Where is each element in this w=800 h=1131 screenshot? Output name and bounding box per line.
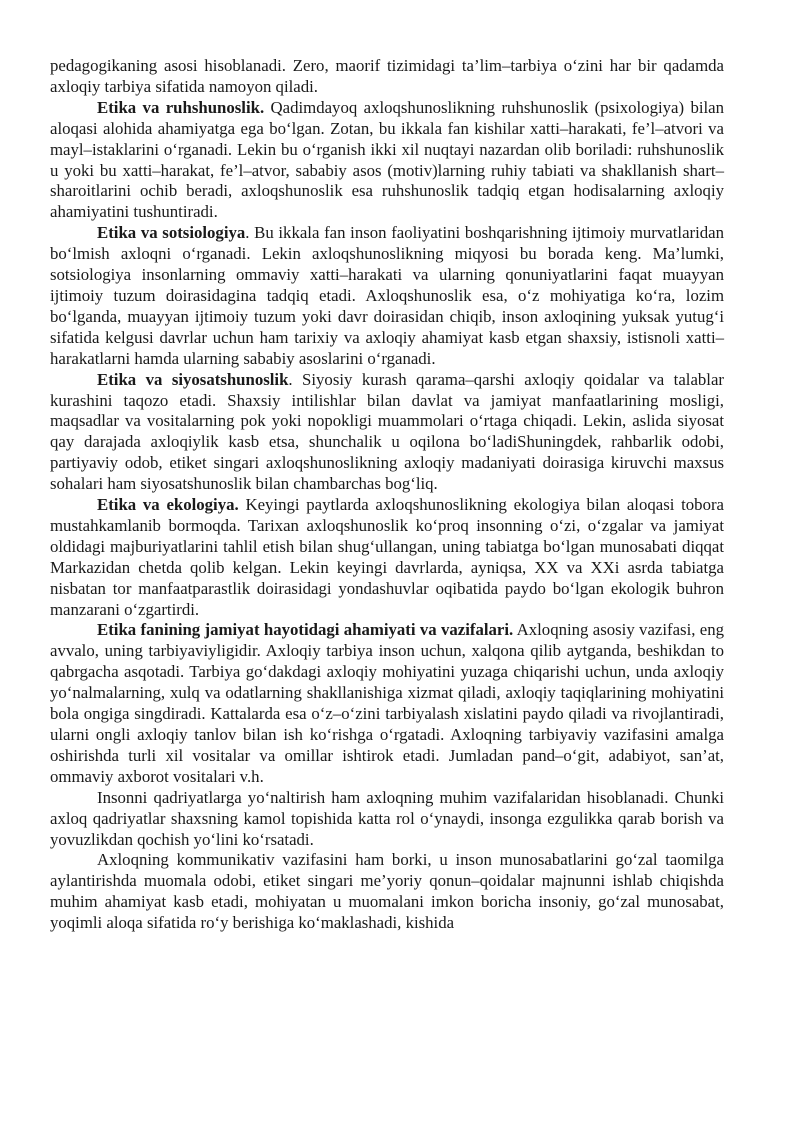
paragraph-text: . Siyosiy kurash qarama–qarshi axloqiy qoidalar va talablar kurashini taqozo etadi. Shaxsiy intilishlar bilan davlat va jamiyat manfaatlarining mosligi, maqsadlar va vositalarning pok yoki nopokligi muammolari o‘rtaga chiqadi. Lekin, aslida siyosat qay darajada axloqiylik kasb etsa, shunchalik u oqilona bo‘ladiShuningdek, rahbarlik odobi, partiyaviy odob, etiket singari axloqshunoslikning axloqiy madaniyati doirasiga kiruvchi maxsus sohalari ham siyosatshunoslik bilan chambarchas bog‘liq. [50, 369, 724, 494]
paragraph-ethics-role-in-society [50, 620, 724, 787]
paragraph-ethics-ecology [50, 495, 724, 620]
paragraph-text: Axloqning kommunikativ vazifasini ham borki, u inson munosabatlarini go‘zal taomilga aylantirishda muomala odobi, etiket singari me’yoriy qonun–qoidalar majnunni ishlab chiqishda muhim ahamiyat kasb etadi, mohiyatan u muomalani imkon boricha insoniy, go‘zal munosabat, yoqimli aloqa sifatida ro‘y berishiga ko‘maklashadi, kishida [50, 850, 724, 933]
paragraph-heading: Etika va sotsiologiya [97, 223, 246, 243]
paragraph-text: Axloqning asosiy vazifasi, eng avvalo, uning tarbiyaviyligidir. Axloqiy tarbiya inson uchun, xalqona qilib aytganda, beshikdan to qabrgacha asqotadi. Tarbiya go‘dakdagi axloqiy mohiyatini yuzaga chiqarishi uchun, unda axloqiy yo‘nalmalarning, xulq va odatlarning shakllanishiga xizmat qiladi, axloqiy taqiqlarining mohiyatini bola ongiga singdiradi. Kattalarda esa o‘z–o‘zini tarbiyalash xislatini paydo qiladi va rivojlantiradi, ularni ongli axloqiy tanlov bilan ish ko‘rishga o‘rgatadi. Axloqning tarbiyaviy vazifasini amalga oshirishda turli xil vositalar va omillar ishtirok etadi. Jumladan pand–o‘git, adabiyot, san’at, ommaviy axborot vositalari v.h. [50, 620, 724, 786]
paragraph-values-orientation [50, 788, 724, 851]
paragraph-continuation [50, 56, 724, 98]
paragraph-heading: Etika va ruhshunoslik. [97, 97, 265, 117]
paragraph-ethics-sociology [50, 223, 724, 369]
paragraph-heading: Etika fanining jamiyat hayotidagi ahamiyati va vazifalari. [97, 620, 514, 640]
paragraph-text: pedagogikaning asosi hisoblanadi. Zero, maorif tizimidagi ta’lim–tarbiya o‘zini har bir qadamda axloqiy tarbiya sifatida namoyon qiladi. [50, 56, 724, 96]
paragraph-text: Keyingi paytlarda axloqshunoslikning ekologiya bilan aloqasi tobora mustahkamlanib bormoqda. Tarixan axloqshunoslik ko‘proq insonning o‘zi, o‘zgalar va jamiyat oldidagi majburiyatlarini tahlil etish bilan shug‘ullangan, uning tabiatga bo‘lgan munosabati diqqat Markazidan chetda qolib kelgan. Lekin keyingi davrlarda, ayniqsa, XX va XXi asrda tabiatga nisbatan tor manfaatparastlik doirasidagi yondashuvlar oqibatida paydo bo‘lgan ekologik buhron manzarani o‘zgartirdi. [50, 495, 725, 619]
paragraph-ethics-political-science [50, 370, 724, 495]
paragraph-text: Qadimdayoq axloqshunoslikning ruhshunoslik (psixologiya) bilan aloqasi alohida ahamiyatga ega bo‘lgan. Zotan, bu ikkala fan kishilar xatti–harakati, fe’l–atvori va mayl–istaklarini o‘rganadi. Lekin bu o‘rganish ikki xil nuqtayi nazardan olib boriladi: ruhshunoslik u yoki bu xatti–harakat, fe’l–atvor, sababiy asos (motiv)larning ruhiy tabiati va shakllanish shart–sharoitlarini ochib beradi, axloqshunoslik esa ruhshunoslik tadqiq etgan hodisalarning axloqiy ahamiyatini tushuntiradi. [50, 97, 724, 222]
paragraph-text: Insonni qadriyatlarga yo‘naltirish ham axloqning muhim vazifalaridan hisoblanadi. Chunki axloq qadriyatlar shaxsning kamol topishida katta rol o‘ynaydi, insonga ezgulikka qarab borish va yovuzlikdan qochish yo‘lini ko‘rsatadi. [50, 787, 724, 849]
paragraph-heading: Etika va ekologiya. [97, 495, 239, 515]
paragraph-heading: Etika va siyosatshunoslik [97, 369, 289, 389]
paragraph-communicative-function [50, 850, 724, 934]
paragraph-ethics-psychology [50, 98, 724, 223]
paragraph-text: . Bu ikkala fan inson faoliyatini boshqarishning ijtimoiy murvatlaridan bo‘lmish axloqni o‘rganadi. Lekin axloqshunoslikning miqyosi bu borada keng. Ma’lumki, sotsiologiya insonlarning ommaviy xatti–harakati va ularning qonuniyatlarini faqat muayyan ijtimoiy tuzum doirasidagina tadqiq etadi. Axloqshunoslik esa, o‘z mohiyatiga ko‘ra, lozim bo‘lganda, muayyan ijtimoiy tuzum yoki davr doirasidan chiqib, inson axloqining yuksak yutug‘i sifatida kelgusi davrlar uchun ham tarixiy va axloqiy ahamiyat kasb etgan shaxsiy, istisnoli xatti–harakatlarni hamda ularning sababiy asoslarini o‘rganadi. [50, 223, 724, 368]
document-page [50, 56, 724, 934]
